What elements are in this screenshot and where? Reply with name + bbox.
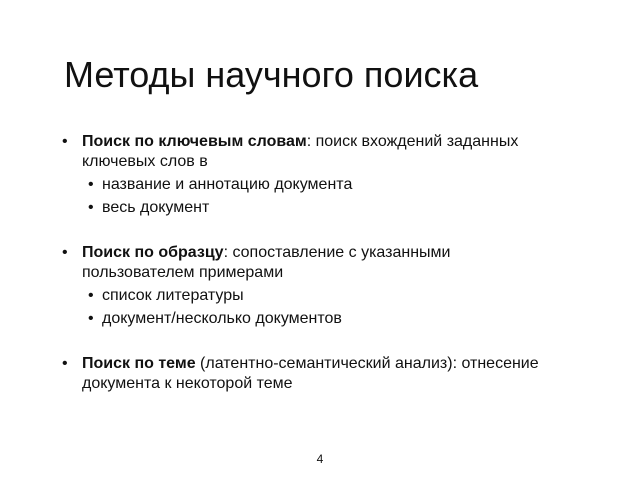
- bullet-text: (латентно-семантический анализ): отнесение документа к некоторой теме: [82, 355, 539, 392]
- sub-list: [82, 286, 562, 329]
- sub-bullet-item: [82, 175, 562, 195]
- sub-bullet-icon: •: [88, 287, 94, 304]
- bullet-text: : поиск вхождений заданных ключевых слов в: [82, 133, 519, 170]
- sub-bullet-text: документ/несколько документов: [102, 310, 342, 327]
- bullet-icon: •: [62, 133, 68, 150]
- sub-bullet-text: название и аннотацию документа: [102, 176, 353, 193]
- sub-bullet-icon: •: [88, 199, 94, 216]
- sub-bullet-text: весь документ: [102, 199, 210, 216]
- bullet-item-topic: [62, 354, 562, 394]
- page-number: 4: [316, 452, 324, 466]
- sub-bullet-icon: •: [88, 310, 94, 327]
- slide-content: [62, 132, 562, 419]
- sub-bullet-item: [82, 309, 562, 329]
- bullet-text: : сопоставление с указанными пользователем примерами: [82, 244, 451, 281]
- slide-title: Методы научного поиска: [64, 54, 479, 95]
- sub-bullet-icon: •: [88, 176, 94, 193]
- bullet-icon: •: [62, 244, 68, 261]
- bullet-heading: Поиск по ключевым словам: [82, 133, 307, 150]
- bullet-item-keywords: [62, 132, 562, 218]
- sub-bullet-item: [82, 198, 562, 218]
- sub-bullet-item: [82, 286, 562, 306]
- sub-bullet-text: список литературы: [102, 287, 244, 304]
- bullet-heading: Поиск по теме: [82, 355, 196, 372]
- bullet-item-sample: [62, 243, 562, 329]
- sub-list: [82, 175, 562, 218]
- bullet-heading: Поиск по образцу: [82, 244, 224, 261]
- bullet-icon: •: [62, 355, 68, 372]
